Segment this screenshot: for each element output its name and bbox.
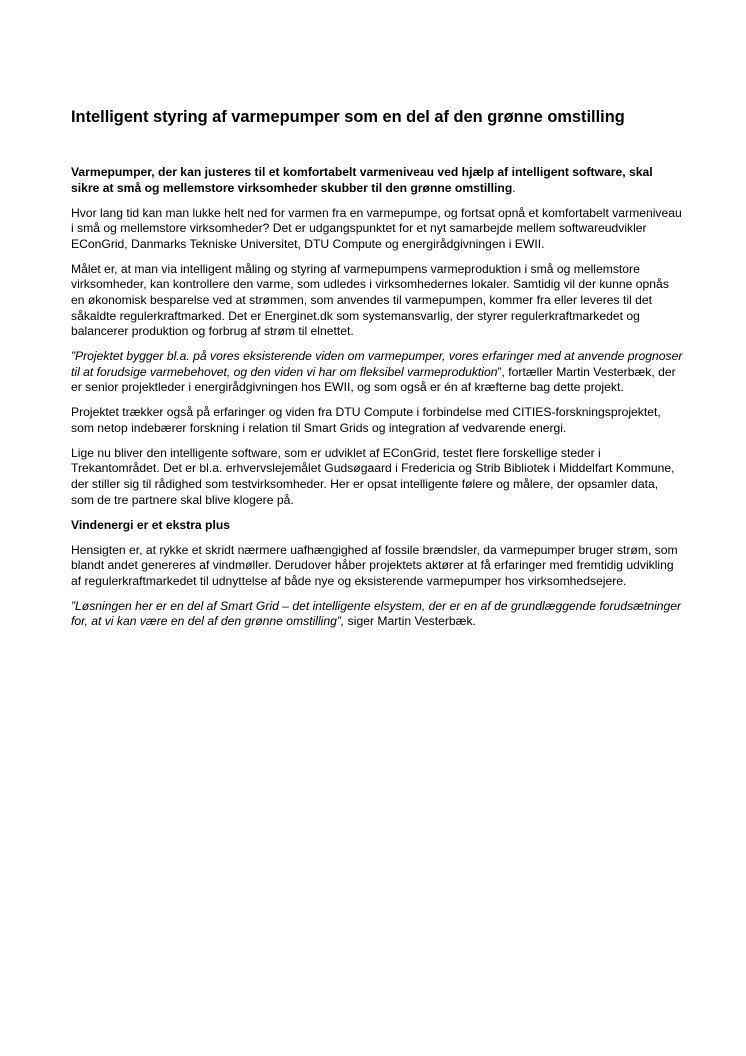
paragraph-7	[71, 599, 683, 630]
paragraph-1: Hvor lang tid kan man lukke helt ned for varmen fra en varmepumpe, og fortsat opnå et komfortabelt varmeniveau i små og mellemstore virksomheder? Det er udgangspunktet for et nyt samarbejde mellem softwareudvikler EConGrid, Danmarks Tekniske Universitet, DTU Compute og energirådgivningen i EWII.	[71, 205, 682, 251]
lead-paragraph	[71, 165, 683, 196]
quote-2-attribution: siger Martin Vesterbæk.	[344, 614, 476, 629]
paragraph-4: Projektet trækker også på erfaringer og viden fra DTU Compute i forbindelse med CITIES-forskningsprojektet, som netop indebærer forskning i relation til Smart Grids og integration af vedvarende energi.	[71, 405, 661, 435]
quote-1: ”Projektet bygger bl.a. på vores eksisterende viden om varmepumper, vores erfaringer med at anvende prognoser til at forudsige varmebehovet, og den viden vi har om fleksibel varmeproduktion	[71, 349, 683, 379]
article-title: Intelligent styring af varmepumper som en del af den grønne omstilling	[71, 108, 625, 126]
lead-period: .	[512, 180, 516, 195]
subheading: Vindenergi er et ekstra plus	[71, 517, 231, 532]
article-body	[71, 165, 683, 639]
quote-1-attribution: ”, fortæller Martin Vesterbæk, der er senior projektleder i energirådgivningen hos EWII, og som også er én af kræfterne bag dette projekt.	[71, 364, 676, 395]
paragraph-3	[71, 349, 683, 396]
lead-text: Varmepumper, der kan justeres til et komfortabelt varmeniveau ved hjælp af intelligent software, skal sikre at små og mellemstore virksomheder skubber til den grønne omstilling	[71, 165, 653, 195]
quote-2: ”Løsningen her er en del af Smart Grid – det intelligente elsystem, der er en af de grundlæggende forudsætninger for, at vi kan være en del af den grønne omstilling”,	[71, 598, 682, 629]
paragraph-5: Lige nu bliver den intelligente software, som er udviklet af EConGrid, testet flere forskellige steder i Trekantområdet. Det er bl.a. erhvervslejemålet Gudsøgaard i Fredericia og Strib Bibliotek i Middelfart Kommune, der stiller sig til rådighed som testvirksomheder. Her er opsat intelligente følere og målere, der opsamler data, som de tre partnere skal blive klogere på.	[71, 445, 675, 507]
paragraph-6: Hensigten er, at rykke et skridt nærmere uafhængighed af fossile brændsler, da varmepumper bruger strøm, som blandt andet genereres af vindmøller. Derudover håber projektets aktører at få erfaringer med fremtidig udvikling af regulerkraftmarkedet til udnyttelse af både nye og eksisterende varmepumper hos virksomhedsejere.	[71, 542, 678, 588]
paragraph-2: Målet er, at man via intelligent måling og styring af varmepumpens varmeproduktion i små og mellemstore virksomheder, kan kontrollere den varme, som udledes i virksomhedernes lokaler. Samtidig vil der kunne opnås en økonomisk besparelse ved at strømmen, som anvendes til varmepumpen, kommer fra eller leveres til det såkaldte regulerkraftmarked. Det er Energinet.dk som systemansvarlig, der styrer regulerkraftmarkedet og balancerer produktion og forbrug af strøm til elnettet.	[71, 261, 669, 339]
